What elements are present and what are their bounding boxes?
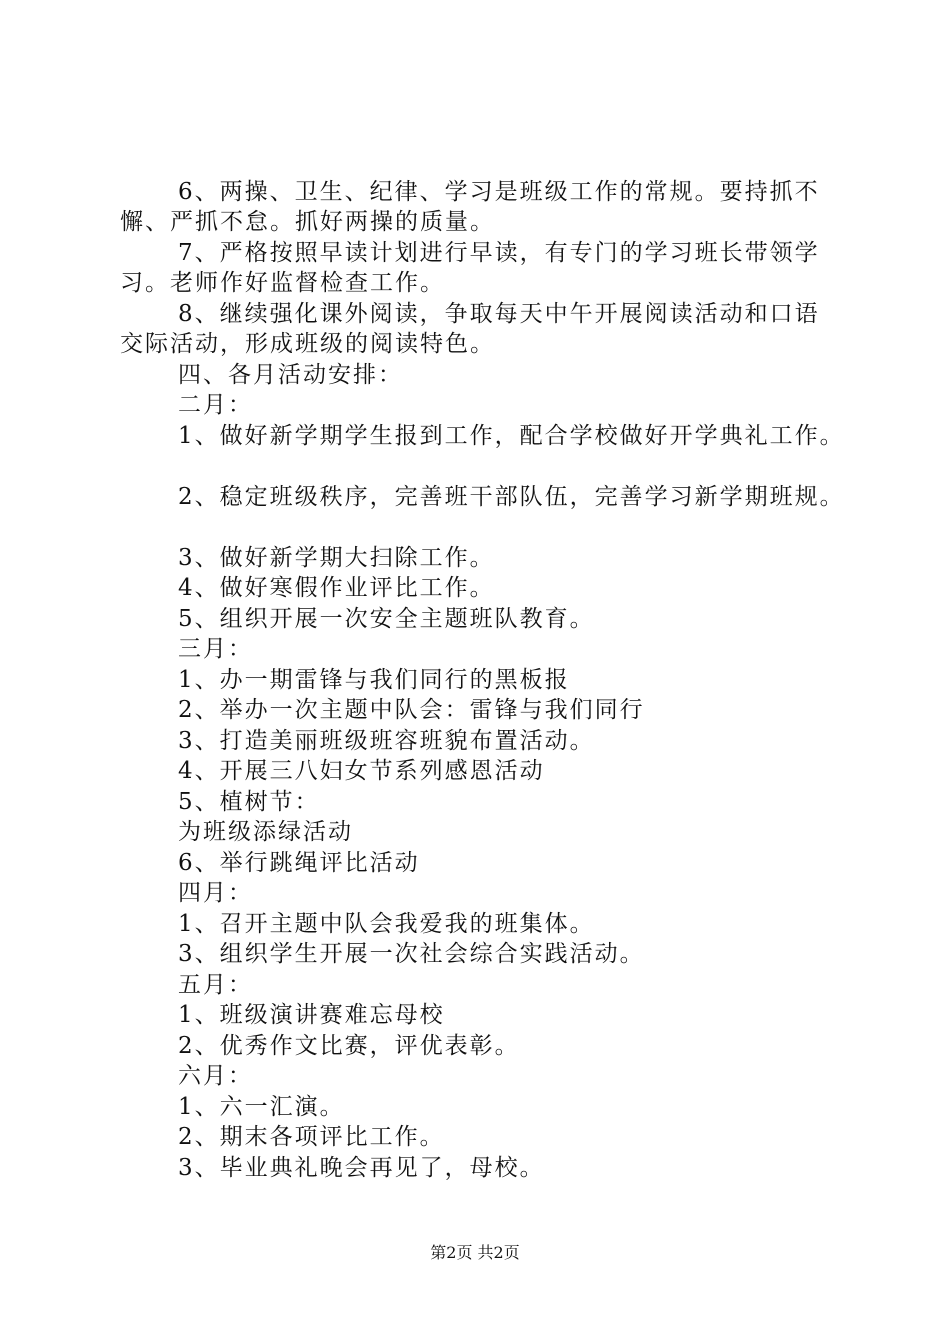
list-item: 3、组织学生开展一次社会综合实践活动。: [178, 941, 645, 967]
month-heading: 六月：: [178, 1063, 253, 1089]
list-item: 5、植树节：: [178, 789, 320, 815]
list-item: 2、举办一次主题中队会：雷锋与我们同行: [178, 697, 645, 723]
list-item: 1、办一期雷锋与我们同行的黑板报: [178, 667, 570, 693]
list-item: 3、做好新学期大扫除工作。: [178, 545, 495, 571]
list-item: 3、毕业典礼晚会再见了，母校。: [178, 1155, 545, 1181]
paragraph-line: 交际活动，形成班级的阅读特色。: [120, 331, 495, 357]
list-item: 1、召开主题中队会我爱我的班集体。: [178, 911, 595, 937]
list-item: 2、期末各项评比工作。: [178, 1124, 445, 1150]
month-heading: 二月：: [178, 392, 253, 418]
list-item: 4、开展三八妇女节系列感恩活动: [178, 758, 545, 784]
month-heading: 四月：: [178, 880, 253, 906]
list-item-continuation: 为班级添绿活动: [178, 819, 353, 845]
list-item: 2、优秀作文比赛，评优表彰。: [178, 1033, 520, 1059]
section-heading: 四、各月活动安排：: [178, 362, 403, 388]
list-item: 4、做好寒假作业评比工作。: [178, 575, 495, 601]
page-footer: [0, 1243, 950, 1263]
paragraph-line: 7、严格按照早读计划进行早读，有专门的学习班长带领学: [178, 240, 820, 266]
list-item: 6、举行跳绳评比活动: [178, 850, 420, 876]
paragraph-line: 习。老师作好监督检查工作。: [120, 270, 445, 296]
month-heading: 三月：: [178, 636, 253, 662]
paragraph-line: 懈、严抓不怠。抓好两操的质量。: [120, 209, 495, 235]
list-item: 1、做好新学期学生报到工作，配合学校做好开学典礼工作。: [178, 423, 845, 449]
page-number-label: 第2页 共2页: [430, 1243, 520, 1262]
month-heading: 五月：: [178, 972, 253, 998]
list-item: 3、打造美丽班级班容班貌布置活动。: [178, 728, 595, 754]
list-item: 1、六一汇演。: [178, 1094, 345, 1120]
paragraph-line: 8、继续强化课外阅读，争取每天中午开展阅读活动和口语: [178, 301, 820, 327]
list-item: 2、稳定班级秩序，完善班干部队伍，完善学习新学期班规。: [178, 484, 845, 510]
paragraph-line: 6、两操、卫生、纪律、学习是班级工作的常规。要持抓不: [178, 179, 820, 205]
list-item: 1、班级演讲赛难忘母校: [178, 1002, 445, 1028]
list-item: 5、组织开展一次安全主题班队教育。: [178, 606, 595, 632]
